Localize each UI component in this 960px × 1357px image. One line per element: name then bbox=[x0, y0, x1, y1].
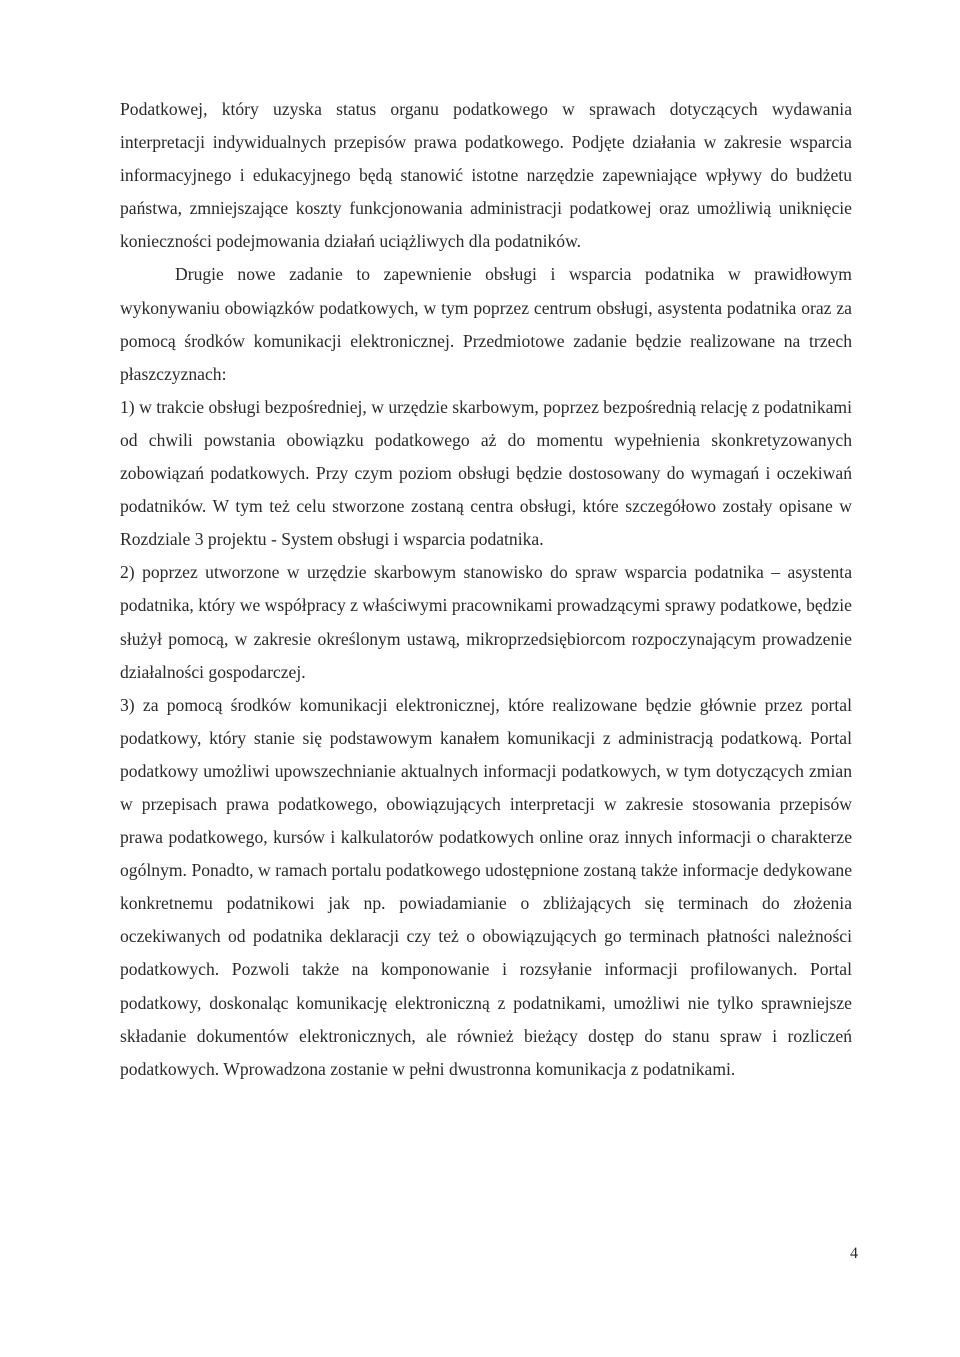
document-body bbox=[120, 93, 852, 1086]
list-item-direct-service: 1) w trakcie obsługi bezpośredniej, w urzędzie skarbowym, poprzez bezpośrednią relację z podatnikami od chwili powstania obowiązku podatkowego aż do momentu wypełnienia skonkretyzowanych zobowiązań podatkowych. Przy czym poziom obsługi będzie dostosowany do wymagań i oczekiwań podatników. W tym też celu stworzone zostaną centra obsługi, które szczegółowo zostały opisane w Rozdziale 3 projektu - System obsługi i wsparcia podatnika. bbox=[120, 396, 852, 550]
list-item-electronic-communication: 3) za pomocą środków komunikacji elektronicznej, które realizowane będzie głównie przez portal podatkowy, który stanie się podstawowym kanałem komunikacji z administracją podatkową. Portal podatkowy umożliwi upowszechnianie aktualnych informacji podatkowych, w tym dotyczących zmian w przepisach prawa podatkowego, obowiązujących interpretacji w zakresie stosowania przepisów prawa podatkowego, kursów i kalkulatorów podatkowych online oraz innych informacji o charakterze ogólnym. Ponadto, w ramach portalu podatkowego udostępnione zostaną także informacje dedykowane konkretnemu podatnikowi jak np. powiadamianie o zbliżających się terminach do złożenia oczekiwanych od podatnika deklaracji czy też o obowiązujących go terminach płatności należności podatkowych. Pozwoli także na komponowanie i rozsyłanie informacji profilowanych. Portal podatkowy, doskonaląc komunikację elektroniczną z podatnikami, umożliwi nie tylko sprawniejsze składanie dokumentów elektronicznych, ale również bieżący dostęp do stanu spraw i rozliczeń podatkowych. Wprowadzona zostanie w pełni dwustronna komunikacja z podatnikami. bbox=[120, 694, 852, 1079]
paragraph-second-task: Drugie nowe zadanie to zapewnienie obsługi i wsparcia podatnika w prawidłowym wykonywaniu obowiązków podatkowych, w tym poprzez centrum obsługi, asystenta podatnika oraz za pomocą środków komunikacji elektronicznej. Przedmiotowe zadanie będzie realizowane na trzech płaszczyznach: bbox=[120, 264, 852, 384]
list-item-taxpayer-assistant: 2) poprzez utworzone w urzędzie skarbowym stanowisko do spraw wsparcia podatnika – asystenta podatnika, który we współpracy z właściwymi pracownikami prowadzącymi sprawy podatkowe, będzie służył pomocą, w zakresie określonym ustawą, mikroprzedsiębiorcom rozpoczynającym prowadzenie działalności gospodarczej. bbox=[120, 562, 852, 682]
page-number: 4 bbox=[850, 1245, 858, 1262]
paragraph-continuation: Podatkowej, który uzyska status organu podatkowego w sprawach dotyczących wydawania interpretacji indywidualnych przepisów prawa podatkowego. Podjęte działania w zakresie wsparcia informacyjnego i edukacyjnego będą stanowić istotne narzędzie zapewniające wpływy do budżetu państwa, zmniejszające koszty funkcjonowania administracji podatkowej oraz umożliwią uniknięcie konieczności podejmowania działań uciążliwych dla podatników. bbox=[120, 99, 852, 252]
